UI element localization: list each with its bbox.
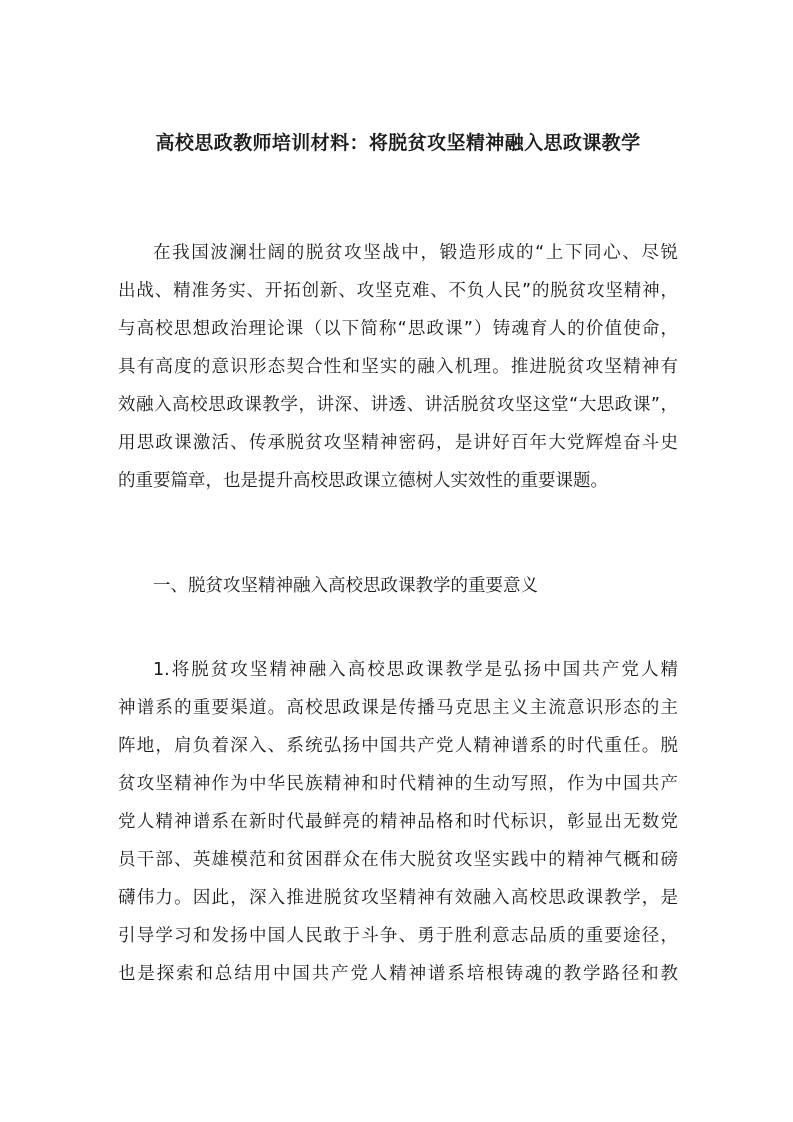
paragraph-line: 礴伟力。因此，深入推进脱贫攻坚精神有效融入高校思政课教学，是 [118, 888, 678, 908]
paragraph-line: 与高校思想政治理论课（以下简称“思政课”）铸魂育人的价值使命， [118, 319, 678, 339]
paragraph-line: 用思政课激活、传承脱贫攻坚精神密码，是讲好百年大党辉煌奋斗史 [118, 433, 678, 453]
paragraph-line: 出战、精准务实、开拓创新、攻坚克难、不负人民”的脱贫攻坚精神， [118, 281, 678, 301]
paragraph-line: 1.将脱贫攻坚精神融入高校思政课教学是弘扬中国共产党人精 [153, 660, 678, 680]
paragraph-line: 员干部、英雄模范和贫困群众在伟大脱贫攻坚实践中的精神气概和磅 [118, 850, 678, 870]
paragraph-line: 党人精神谱系在新时代最鲜亮的精神品格和时代标识，彰显出无数党 [118, 812, 678, 832]
paragraph-line: 的重要篇章，也是提升高校思政课立德树人实效性的重要课题。 [118, 471, 608, 491]
paragraph-line: 贫攻坚精神作为中华民族精神和时代精神的生动写照，作为中国共产 [118, 774, 678, 794]
document-title: 高校思政教师培训材料：将脱贫攻坚精神融入思政课教学 [155, 132, 641, 154]
paragraph-line: 引导学习和发扬中国人民敢于斗争、勇于胜利意志品质的重要途径， [118, 926, 678, 946]
paragraph-point-1 [118, 651, 678, 993]
paragraph-line: 具有高度的意识形态契合性和坚实的融入机理。推进脱贫攻坚精神有 [118, 357, 678, 377]
paragraph-line: 在我国波澜壮阔的脱贫攻坚战中，锻造形成的“上下同心、尽锐 [153, 243, 678, 263]
section-heading: 一、脱贫攻坚精神融入高校思政课教学的重要意义 [153, 576, 538, 596]
paragraph-intro [118, 234, 678, 500]
paragraph-line: 神谱系的重要渠道。高校思政课是传播马克思主义主流意识形态的主 [118, 698, 678, 718]
paragraph-line: 阵地，肩负着深入、系统弘扬中国共产党人精神谱系的时代重任。脱 [118, 736, 678, 756]
paragraph-line: 效融入高校思政课教学，讲深、讲透、讲活脱贫攻坚这堂“大思政课”， [118, 395, 678, 415]
paragraph-line: 也是探索和总结用中国共产党人精神谱系培根铸魂的教学路径和教 [118, 964, 678, 984]
